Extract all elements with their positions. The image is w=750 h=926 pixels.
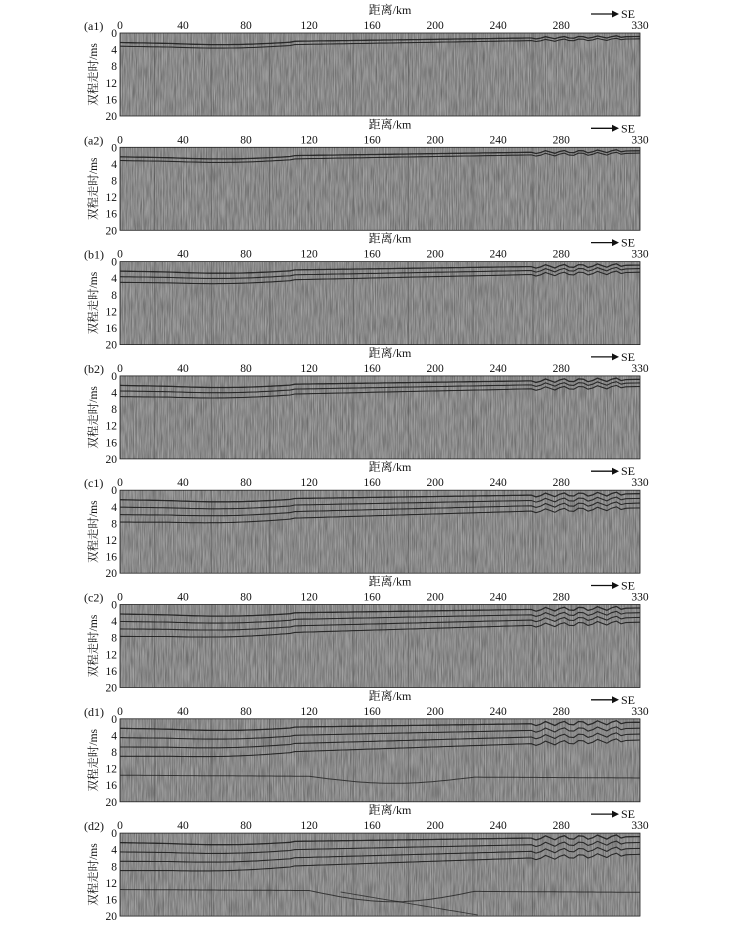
y-tick-label: 20 — [105, 682, 117, 695]
x-tick-label: 240 — [489, 20, 507, 32]
x-tick-label: 80 — [240, 591, 252, 604]
noise-overlay — [120, 833, 640, 916]
y-tick-label: 12 — [105, 192, 117, 205]
y-tick-label: 20 — [105, 568, 117, 581]
x-tick-label: 160 — [363, 705, 381, 718]
x-tick-label: 200 — [426, 248, 444, 261]
direction-label: SE — [621, 7, 636, 21]
x-tick-label: 280 — [552, 820, 570, 833]
y-tick-label: 0 — [111, 256, 117, 269]
y-tick-label: 16 — [105, 894, 117, 907]
x-tick-label: 280 — [552, 591, 570, 604]
seismic-panel — [84, 3, 649, 123]
noise-overlay — [120, 147, 640, 230]
seismic-panel — [84, 232, 649, 352]
y-axis-label: 双程走时/ms — [88, 500, 100, 564]
y-tick-label: 20 — [105, 453, 117, 466]
x-tick-label: 0 — [117, 362, 123, 375]
y-axis-label: 双程走时/ms — [88, 843, 100, 906]
x-tick-label: 0 — [117, 820, 123, 833]
y-tick-label: 12 — [105, 306, 117, 319]
arrow-head-icon — [612, 353, 619, 360]
panel-label: (b2) — [84, 361, 104, 376]
noise-overlay — [120, 262, 640, 345]
x-tick-label: 120 — [300, 591, 318, 604]
x-axis-label: 距离/km — [368, 117, 412, 132]
y-tick-label: 0 — [111, 828, 117, 841]
direction-label: SE — [621, 235, 636, 250]
y-axis-label: 双程走时/ms — [88, 386, 100, 449]
x-tick-label: 330 — [631, 20, 649, 32]
direction-label: SE — [621, 121, 636, 136]
noise-overlay — [120, 33, 640, 116]
y-tick-label: 16 — [105, 323, 117, 335]
noise-overlay — [120, 490, 640, 573]
y-tick-label: 4 — [111, 616, 117, 629]
x-tick-label: 160 — [363, 248, 381, 261]
arrow-head-icon — [612, 582, 619, 589]
arrow-head-icon — [612, 696, 619, 703]
x-tick-label: 330 — [631, 591, 649, 604]
y-tick-label: 8 — [111, 518, 117, 531]
y-tick-label: 20 — [105, 111, 117, 123]
x-tick-label: 280 — [552, 705, 570, 718]
x-tick-label: 200 — [426, 477, 444, 490]
x-axis-label: 距离/km — [368, 460, 412, 475]
y-axis-label: 双程走时/ms — [88, 271, 100, 335]
y-tick-label: 0 — [111, 599, 117, 612]
x-tick-label: 120 — [300, 248, 318, 261]
y-tick-label: 12 — [105, 877, 117, 890]
seismic-panel — [84, 689, 649, 809]
y-tick-label: 20 — [105, 339, 117, 352]
seismic-panel — [84, 575, 649, 695]
y-tick-label: 16 — [105, 551, 117, 564]
y-tick-label: 8 — [111, 404, 117, 417]
x-tick-label: 280 — [552, 248, 570, 261]
x-tick-label: 280 — [552, 477, 570, 490]
x-tick-label: 80 — [240, 248, 252, 261]
noise-overlay — [120, 376, 640, 459]
x-tick-label: 240 — [489, 591, 507, 604]
x-tick-label: 80 — [240, 705, 252, 718]
x-tick-label: 160 — [363, 134, 381, 147]
x-tick-label: 40 — [177, 134, 189, 147]
x-tick-label: 330 — [631, 248, 649, 261]
x-tick-label: 0 — [117, 591, 123, 604]
x-tick-label: 40 — [177, 20, 189, 32]
x-axis-label: 距离/km — [368, 803, 412, 818]
panel-label: (c2) — [84, 590, 104, 605]
x-axis-label: 距离/km — [368, 345, 412, 360]
x-tick-label: 80 — [240, 362, 252, 375]
y-tick-label: 12 — [105, 535, 117, 547]
x-tick-label: 280 — [552, 20, 570, 32]
seismic-panel — [84, 460, 649, 580]
y-tick-label: 0 — [111, 370, 117, 383]
x-tick-label: 160 — [363, 20, 381, 32]
panel-label: (d2) — [84, 819, 104, 834]
direction-label: SE — [621, 578, 636, 593]
y-tick-label: 4 — [111, 387, 117, 400]
y-tick-label: 8 — [111, 861, 117, 874]
x-tick-label: 40 — [177, 820, 189, 833]
y-tick-label: 8 — [111, 289, 117, 302]
x-tick-label: 240 — [489, 248, 507, 261]
y-tick-label: 20 — [105, 911, 117, 924]
seismic-panel — [84, 346, 649, 466]
x-tick-label: 0 — [117, 248, 123, 261]
seismic-panel — [84, 803, 649, 923]
y-tick-label: 16 — [105, 780, 117, 793]
y-tick-label: 4 — [111, 273, 117, 286]
arrow-head-icon — [612, 468, 619, 475]
x-tick-label: 200 — [426, 705, 444, 718]
y-tick-label: 0 — [111, 142, 117, 155]
panel-label: (b1) — [84, 247, 104, 262]
panel-label: (a2) — [84, 133, 104, 148]
x-tick-label: 200 — [426, 134, 444, 147]
x-tick-label: 0 — [117, 20, 123, 32]
x-tick-label: 120 — [300, 20, 318, 32]
noise-overlay — [120, 719, 640, 802]
x-tick-label: 330 — [631, 705, 649, 718]
x-tick-label: 120 — [300, 820, 318, 833]
y-tick-label: 4 — [111, 44, 117, 57]
y-tick-label: 8 — [111, 61, 117, 74]
y-tick-label: 20 — [105, 796, 117, 809]
x-tick-label: 240 — [489, 362, 507, 375]
y-tick-label: 8 — [111, 632, 117, 645]
x-tick-label: 200 — [426, 20, 444, 32]
y-tick-label: 0 — [111, 485, 117, 498]
x-tick-label: 120 — [300, 362, 318, 375]
noise-overlay — [120, 605, 640, 688]
x-tick-label: 330 — [631, 477, 649, 490]
x-tick-label: 40 — [177, 591, 189, 604]
x-tick-label: 40 — [177, 362, 189, 375]
x-tick-label: 80 — [240, 477, 252, 490]
x-tick-label: 80 — [240, 20, 252, 32]
y-tick-label: 12 — [105, 649, 117, 662]
x-axis-label: 距离/km — [368, 574, 412, 589]
seismic-panel — [84, 117, 649, 237]
direction-label: SE — [621, 692, 636, 707]
x-tick-label: 200 — [426, 820, 444, 833]
y-tick-label: 8 — [111, 747, 117, 759]
x-axis-label: 距离/km — [368, 231, 412, 246]
y-tick-label: 16 — [105, 665, 117, 678]
y-axis-label: 双程走时/ms — [88, 614, 100, 678]
x-tick-label: 200 — [426, 362, 444, 375]
panel-label: (c1) — [84, 476, 104, 491]
y-tick-label: 8 — [111, 175, 117, 188]
arrow-head-icon — [612, 125, 619, 132]
y-tick-label: 16 — [105, 437, 117, 450]
x-tick-label: 280 — [552, 362, 570, 375]
x-tick-label: 240 — [489, 705, 507, 718]
x-tick-label: 80 — [240, 820, 252, 833]
x-tick-label: 200 — [426, 591, 444, 604]
x-tick-label: 160 — [363, 820, 381, 833]
x-tick-label: 280 — [552, 134, 570, 147]
y-tick-label: 16 — [105, 94, 117, 107]
x-tick-label: 240 — [489, 820, 507, 833]
x-tick-label: 120 — [300, 477, 318, 490]
x-tick-label: 160 — [363, 362, 381, 375]
y-axis-label: 双程走时/ms — [88, 157, 100, 221]
y-tick-label: 4 — [111, 730, 117, 743]
y-tick-label: 4 — [111, 844, 117, 857]
x-tick-label: 160 — [363, 591, 381, 604]
direction-label: SE — [621, 464, 636, 479]
x-tick-label: 0 — [117, 477, 123, 490]
x-tick-label: 160 — [363, 477, 381, 490]
x-tick-label: 80 — [240, 134, 252, 147]
x-tick-label: 40 — [177, 705, 189, 718]
y-tick-label: 0 — [111, 713, 117, 726]
x-tick-label: 330 — [631, 134, 649, 147]
y-tick-label: 16 — [105, 208, 117, 221]
y-axis-label: 双程走时/ms — [88, 43, 100, 106]
panel-label: (a1) — [84, 19, 104, 33]
y-tick-label: 12 — [105, 420, 117, 433]
y-tick-label: 4 — [111, 158, 117, 171]
y-tick-label: 12 — [105, 763, 117, 776]
x-tick-label: 120 — [300, 705, 318, 718]
x-tick-label: 240 — [489, 477, 507, 490]
y-tick-label: 4 — [111, 501, 117, 514]
direction-label: SE — [621, 349, 636, 364]
y-tick-label: 12 — [105, 77, 117, 90]
panel-label: (d1) — [84, 704, 104, 719]
x-tick-label: 40 — [177, 248, 189, 261]
x-tick-label: 120 — [300, 134, 318, 147]
y-tick-label: 20 — [105, 225, 117, 238]
arrow-head-icon — [612, 811, 619, 818]
direction-label: SE — [621, 807, 636, 822]
x-tick-label: 330 — [631, 820, 649, 833]
arrow-head-icon — [612, 239, 619, 246]
y-tick-label: 0 — [111, 28, 117, 40]
x-axis-label: 距离/km — [368, 688, 412, 703]
x-tick-label: 0 — [117, 134, 123, 147]
x-tick-label: 0 — [117, 705, 123, 718]
x-tick-label: 40 — [177, 477, 189, 490]
y-axis-label: 双程走时/ms — [88, 728, 100, 792]
x-axis-label: 距离/km — [368, 3, 412, 17]
x-tick-label: 330 — [631, 362, 649, 375]
arrow-head-icon — [612, 11, 619, 18]
x-tick-label: 240 — [489, 134, 507, 147]
